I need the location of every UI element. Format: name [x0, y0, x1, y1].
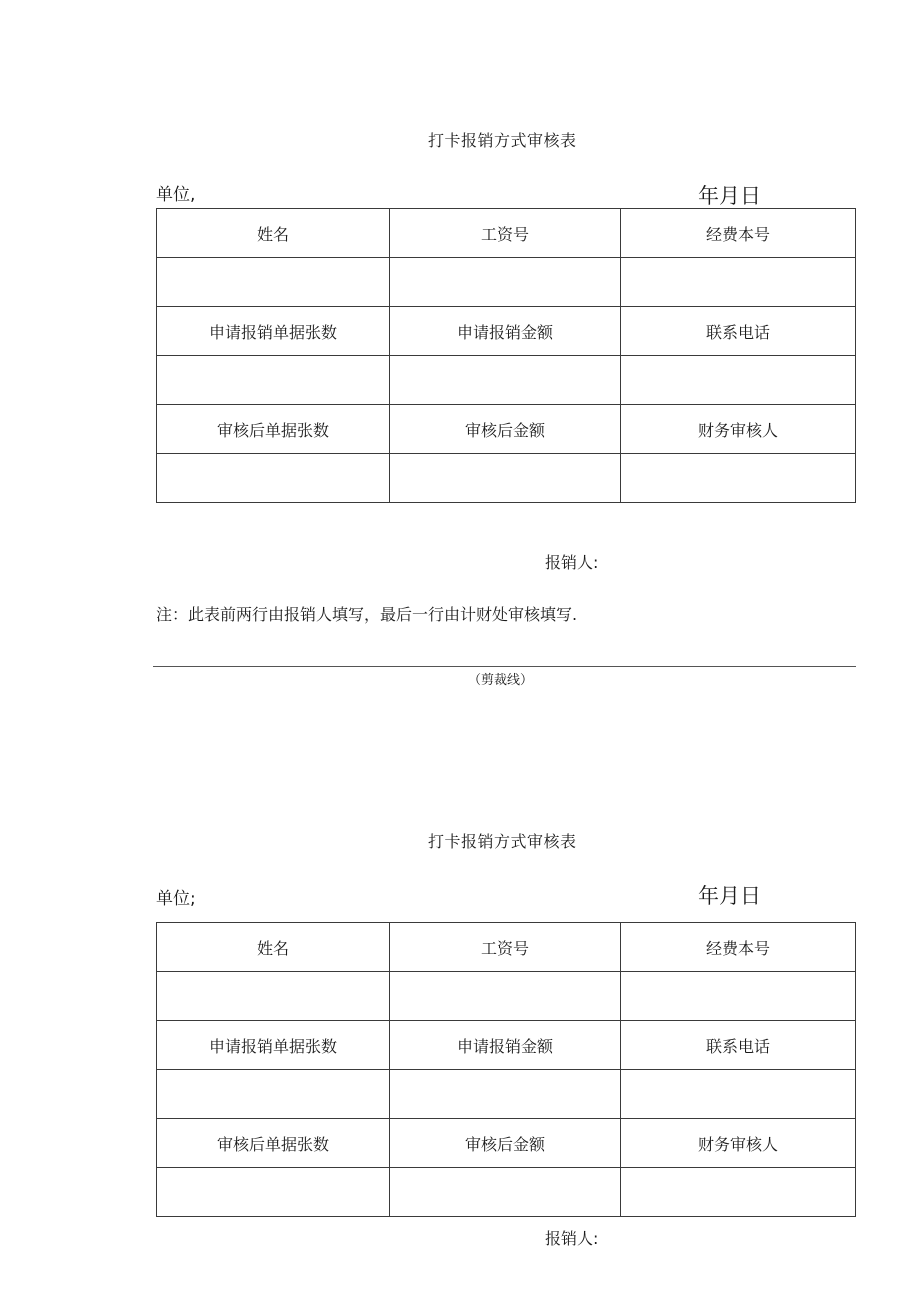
input-cell-audited-amount[interactable] [390, 1168, 621, 1217]
header-finance-auditor: 财务审核人 [621, 1119, 856, 1168]
table-row [157, 972, 856, 1021]
header-audited-amount: 审核后金额 [390, 1119, 621, 1168]
header-salary-no: 工资号 [390, 923, 621, 972]
unit-label: 单位, [156, 185, 196, 205]
table-row [157, 1070, 856, 1119]
header-audited-receipt-count: 审核后单据张数 [157, 405, 390, 454]
input-cell-claim-amount[interactable] [390, 1070, 621, 1119]
date-label: 年月日 [698, 884, 761, 908]
input-cell-claim-amount[interactable] [390, 356, 621, 405]
audit-table [156, 922, 856, 1217]
header-claim-amount: 申请报销金额 [390, 307, 621, 356]
table-row [157, 1021, 856, 1070]
table-row [157, 307, 856, 356]
signer-label: 报销人: [545, 1229, 599, 1248]
header-salary-no: 工资号 [390, 209, 621, 258]
table-row [157, 356, 856, 405]
table-row [157, 1119, 856, 1168]
input-cell-receipt-count[interactable] [157, 356, 390, 405]
unit-label: 单位; [156, 889, 196, 909]
cut-line [153, 666, 856, 667]
input-cell-audited-receipt-count[interactable] [157, 1168, 390, 1217]
header-finance-auditor: 财务审核人 [621, 405, 856, 454]
header-name: 姓名 [157, 923, 390, 972]
input-cell-phone[interactable] [621, 1070, 856, 1119]
table-row [157, 454, 856, 503]
input-cell-finance-auditor[interactable] [621, 1168, 856, 1217]
header-phone: 联系电话 [621, 307, 856, 356]
header-audited-amount: 审核后金额 [390, 405, 621, 454]
input-cell-budget-no[interactable] [621, 258, 856, 307]
table-row [157, 923, 856, 972]
cut-line-label: （剪裁线） [468, 673, 534, 688]
input-cell-audited-receipt-count[interactable] [157, 454, 390, 503]
audit-table [156, 208, 856, 503]
input-cell-name[interactable] [157, 258, 390, 307]
header-claim-amount: 申请报销金额 [390, 1021, 621, 1070]
header-budget-no: 经费本号 [621, 923, 856, 972]
date-label: 年月日 [698, 184, 761, 208]
input-cell-finance-auditor[interactable] [621, 454, 856, 503]
table-row [157, 405, 856, 454]
input-cell-phone[interactable] [621, 356, 856, 405]
header-receipt-count: 申请报销单据张数 [157, 1021, 390, 1070]
input-cell-budget-no[interactable] [621, 972, 856, 1021]
header-phone: 联系电话 [621, 1021, 856, 1070]
input-cell-salary-no[interactable] [390, 258, 621, 307]
header-budget-no: 经费本号 [621, 209, 856, 258]
table-row [157, 258, 856, 307]
table-row [157, 209, 856, 258]
table-row [157, 1168, 856, 1217]
input-cell-salary-no[interactable] [390, 972, 621, 1021]
note-text: 注：此表前两行由报销人填写，最后一行由计财处审核填写. [156, 605, 578, 624]
form-title: 打卡报销方式审核表 [428, 131, 577, 150]
input-cell-name[interactable] [157, 972, 390, 1021]
header-receipt-count: 申请报销单据张数 [157, 307, 390, 356]
input-cell-receipt-count[interactable] [157, 1070, 390, 1119]
header-name: 姓名 [157, 209, 390, 258]
input-cell-audited-amount[interactable] [390, 454, 621, 503]
form-title: 打卡报销方式审核表 [428, 832, 577, 851]
signer-label: 报销人: [545, 553, 599, 572]
header-audited-receipt-count: 审核后单据张数 [157, 1119, 390, 1168]
